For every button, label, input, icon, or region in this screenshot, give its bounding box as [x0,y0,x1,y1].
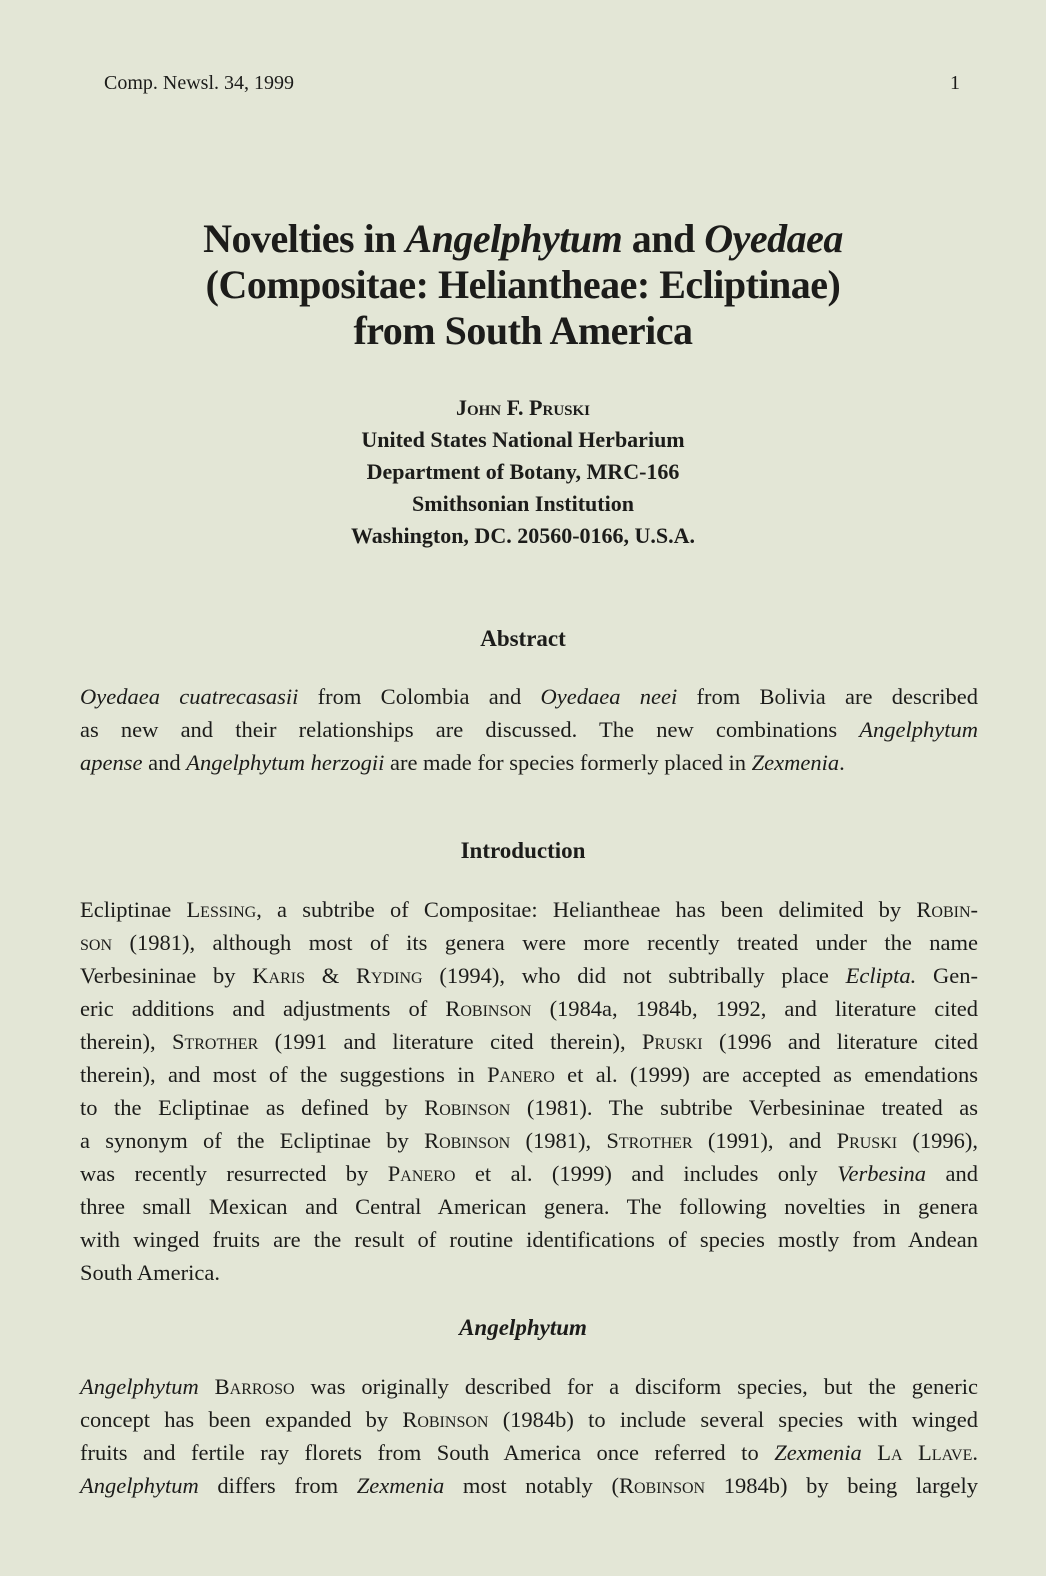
journal-citation: Comp. Newsl. 34, 1999 [104,72,294,94]
text-line: Angelphytum differs from Zexmenia most notably (Robinson 1984b) by being largely [80,1473,978,1498]
text-line: concept has been expanded by Robinson (1984b) to include several species with winged [80,1407,978,1432]
page-number: 1 [950,72,960,94]
abstract-text: Oyedaea cuatrecasasii from Colombia and Oyedaea neei from Bolivia are described as new and their relationships are discussed. The new combinations Angelphytum apense and Angelphytum herzogii are made for species formerly placed in Zexmenia. [80,684,978,775]
paper-title [80,216,966,354]
author-name: John F. Pruski [455,395,591,420]
angelphytum-text [80,1370,978,1502]
author-block [80,392,966,552]
abstract-heading: Abstract [480,626,566,651]
text-line: was recently resurrected by Panero et al. (1999) and includes only Verbesina and [80,1161,978,1186]
introduction-text [80,893,978,1289]
text-line: eric additions and adjustments of Robinson (1984a, 1984b, 1992, and literature cited [80,996,978,1021]
introduction-heading: Introduction [460,838,586,863]
text-line: Ecliptinae Lessing, a subtribe of Compositae: Heliantheae has been delimited by Robin- [80,897,978,922]
text-line: with winged fruits are the result of routine identifications of species mostly from Andean [80,1227,978,1252]
text-line: son (1981), although most of its genera were more recently treated under the name [80,930,978,955]
text-line: three small Mexican and Central American genera. The following novelties in genera [80,1194,978,1219]
title-line-2: (Compositae: Heliantheae: Ecliptinae) [205,262,841,307]
title-line-1: Novelties in Angelphytum and Oyedaea [203,216,843,261]
text-line: therein), Strother (1991 and literature cited therein), Pruski (1996 and literature cited [80,1029,978,1054]
text-line: to the Ecliptinae as defined by Robinson (1981). The subtribe Verbesininae treated as [80,1095,978,1120]
affiliation-line: United States National Herbarium [361,427,685,452]
text-line: Angelphytum Barroso was originally described for a disciform species, but the generic [80,1374,979,1399]
text-line: fruits and fertile ray florets from South America once referred to Zexmenia La Llave. [80,1440,979,1465]
title-line-3: from South America [353,308,693,353]
affiliation-line: Department of Botany, MRC-166 [366,459,680,484]
affiliation-line: Washington, DC. 20560-0166, U.S.A. [350,523,696,548]
angelphytum-heading: Angelphytum [459,1315,587,1340]
text-line: therein), and most of the suggestions in Panero et al. (1999) are accepted as emendations [80,1062,978,1087]
text-line: Verbesininae by Karis & Ryding (1994), who did not subtribally place Eclipta. Gen- [80,963,978,988]
affiliation-line: Smithsonian Institution [412,491,634,516]
text-line: South America. [80,1260,220,1285]
text-line: a synonym of the Ecliptinae by Robinson (1981), Strother (1991), and Pruski (1996), [80,1128,978,1153]
